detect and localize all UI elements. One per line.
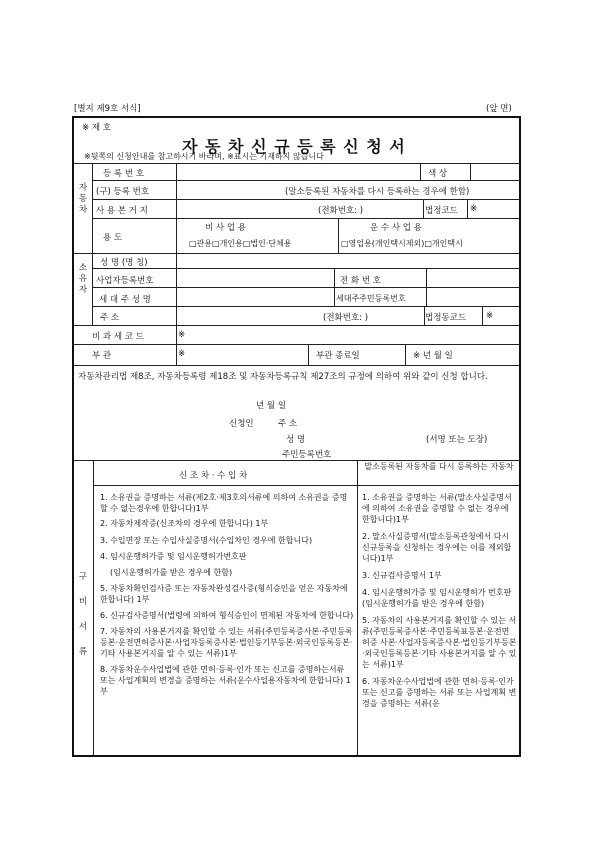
documents-section-label: 구비서류 [78, 572, 88, 657]
list-item: 7. 자동차의 사용본거지를 확인할 수 있는 서류(주민등록증사본·주민등록등본·운전면허증사본·사업자등록증사본·법인등기부등본·외국인등록등본·기타 사용본거지를 알 수 있는 서류)1부 [100, 627, 353, 658]
form-id: [별지 제9호 서식] [74, 104, 141, 114]
new-vehicle-doc-list [100, 492, 354, 697]
business-number-label: 사업자등록번호 [96, 276, 154, 286]
color-field[interactable] [472, 164, 518, 180]
list-item: 5. 자동차의 사용본거지를 확인할 수 있는 서류(주민등록증사본·주민등록표등본·운전면허증 사본·사업자등록증사본·법인등기부등본·외국인등록등본·기타 사용본거지를 알 수 있는 서류)1부 [362, 616, 517, 669]
attachment-end-label: 부관 종료일 [316, 351, 360, 361]
applicant-name-label: 성 명 [286, 435, 306, 445]
business-title: 운 수 사 업 용 [370, 223, 422, 233]
owner-address-label: 주 소 [100, 313, 120, 323]
frame-top [72, 116, 521, 118]
list-item: 2. 말소사실증명서(말소등록관청에서 다시 신규등록을 신청하는 경우에는 이를 제외합니다)1부 [362, 532, 512, 563]
list-item: 6. 신규검사증명서(법령에 의하여 형식승인이 면제된 자동차에 한합니다) [100, 611, 354, 620]
reg-number-field[interactable] [178, 164, 418, 180]
page-side: (앞 면) [486, 104, 512, 114]
list-item: 4. 임시운행허가증 및 임시운행허가 번호판(임시운행허가를 받은 경우에 한함) [362, 588, 512, 608]
declaration-date[interactable]: 년 월 일 [256, 401, 287, 411]
reg-number-label: 등 록 번 호 [103, 169, 144, 179]
applicant-label: 신청인 [229, 419, 254, 429]
new-vehicle-column-header: 신 조 차 · 수 입 차 [179, 471, 248, 481]
nonbusiness-title: 비 사 업 용 [205, 223, 246, 233]
list-item: 5. 자동차확인검사증 또는 자동차완성검사증(형식승인을 얻은 자동차에 한합니다) 1부 [100, 584, 348, 604]
base-phone-field[interactable]: (전화번호: ) [318, 206, 364, 216]
frame-bottom [72, 755, 521, 757]
court-code-star: ※ [470, 204, 478, 214]
usage-label: 용 도 [103, 233, 123, 243]
owner-section-label: 소유자 [78, 263, 88, 295]
householder-id-label: 세대주주민등록번호 [336, 294, 406, 303]
business-options[interactable]: □영업용(개인택시제외)□개인택시 [341, 239, 463, 248]
applicant-address-label: 주 소 [278, 419, 298, 429]
court-code-label: 법정코드 [425, 206, 458, 216]
frame-left [72, 116, 74, 756]
owner-phone-label: 전 화 번 호 [340, 276, 381, 286]
old-reg-number-label: (구) 등록 번호 [96, 187, 150, 197]
old-reg-number-note: (말소등록된 자동차를 다시 등록하는 경우에 한함) [285, 187, 470, 197]
householder-name-label: 세 대 주 성 명 [99, 295, 151, 305]
frame-right [519, 116, 521, 756]
list-item: 4. 임시운행허가증 및 임시운행허가번호판 [100, 552, 247, 561]
color-label: 색 상 [428, 169, 448, 179]
tax-exempt-star: ※ [178, 330, 186, 340]
list-item: (임시운행허가를 받은 경우에 한함) [110, 568, 233, 577]
dong-code-star: ※ [486, 311, 494, 321]
signature-label: (서명 또는 도장) [426, 435, 488, 445]
tax-exempt-label: 비 과 세 코 드 [92, 332, 144, 342]
owner-name-field[interactable] [178, 254, 518, 267]
declaration-text: 자동차관리법 제8조, 자동차등록령 제18조 및 자동차등록규칙 제27조의 규정에 의하여 위와 같이 신청 합니다. [78, 372, 488, 382]
base-address-label: 사 용 본 거 지 [96, 206, 148, 216]
vehicle-section-label: 자동차 [78, 183, 88, 215]
attachment-star: ※ [178, 349, 186, 359]
dong-code-label: 법정동코드 [425, 313, 467, 323]
form-title: 자 동 차 신 규 등 록 신 청 서 [182, 137, 406, 156]
list-item: 2. 자동차제작증(신조차의 경우에 한합니다) 1부 [100, 519, 269, 528]
rereg-doc-list [362, 492, 517, 754]
nonbusiness-options[interactable]: □관용□개인용□법인·단체용 [189, 239, 292, 248]
list-item: 1. 소유권을 증명하는 서류(제2호·제3호의서류에 의하여 소유권을 증명할 수 없는경우에 한합니다)1부 [100, 493, 348, 513]
list-item: 3. 수입면장 또는 수입사실증명서(수입차인 경우에 한합니다) [100, 536, 313, 545]
owner-phone-field[interactable]: (전화번호: ) [323, 313, 369, 323]
list-item: 6. 자동차운수사업법에 관한 면허·등록·인가 또는 신고를 증명하는 서류 또는 사업계획 변경을 증명하는 서류(운 [362, 677, 517, 708]
list-item: 8. 자동차운수사업법에 관한 면허·등록·인가 또는 신고를 증명하는서류 또는 사업계획의 변경을 증명하는 서류(운수사업용자동차에 한합니다) 1부 [100, 665, 351, 696]
form-instruction: ※뒷쪽의 신청안내를 참고하시기 바라며, ※표시는 기재하지 않습니다 [84, 152, 324, 161]
attachment-end-date[interactable]: ※ 년 월 일 [413, 351, 453, 361]
owner-name-label: 성 명 (명 칭) [100, 258, 148, 268]
list-item: 3. 신규검사증명서 1부 [362, 571, 442, 580]
registration-number-label: ※ 제 호 [82, 123, 111, 133]
attachment-label: 부 관 [92, 351, 112, 361]
list-item: 1. 소유권을 증명하는 서류(말소사실증명서에 의하여 소유권을 증명할 수 없는 경우에 한합니다)1부 [362, 493, 512, 524]
rereg-column-header: 말소등록된 자동차를 다시 등록하는 자동차 [364, 462, 514, 471]
applicant-rrn-label: 주민등록번호 [282, 450, 332, 460]
